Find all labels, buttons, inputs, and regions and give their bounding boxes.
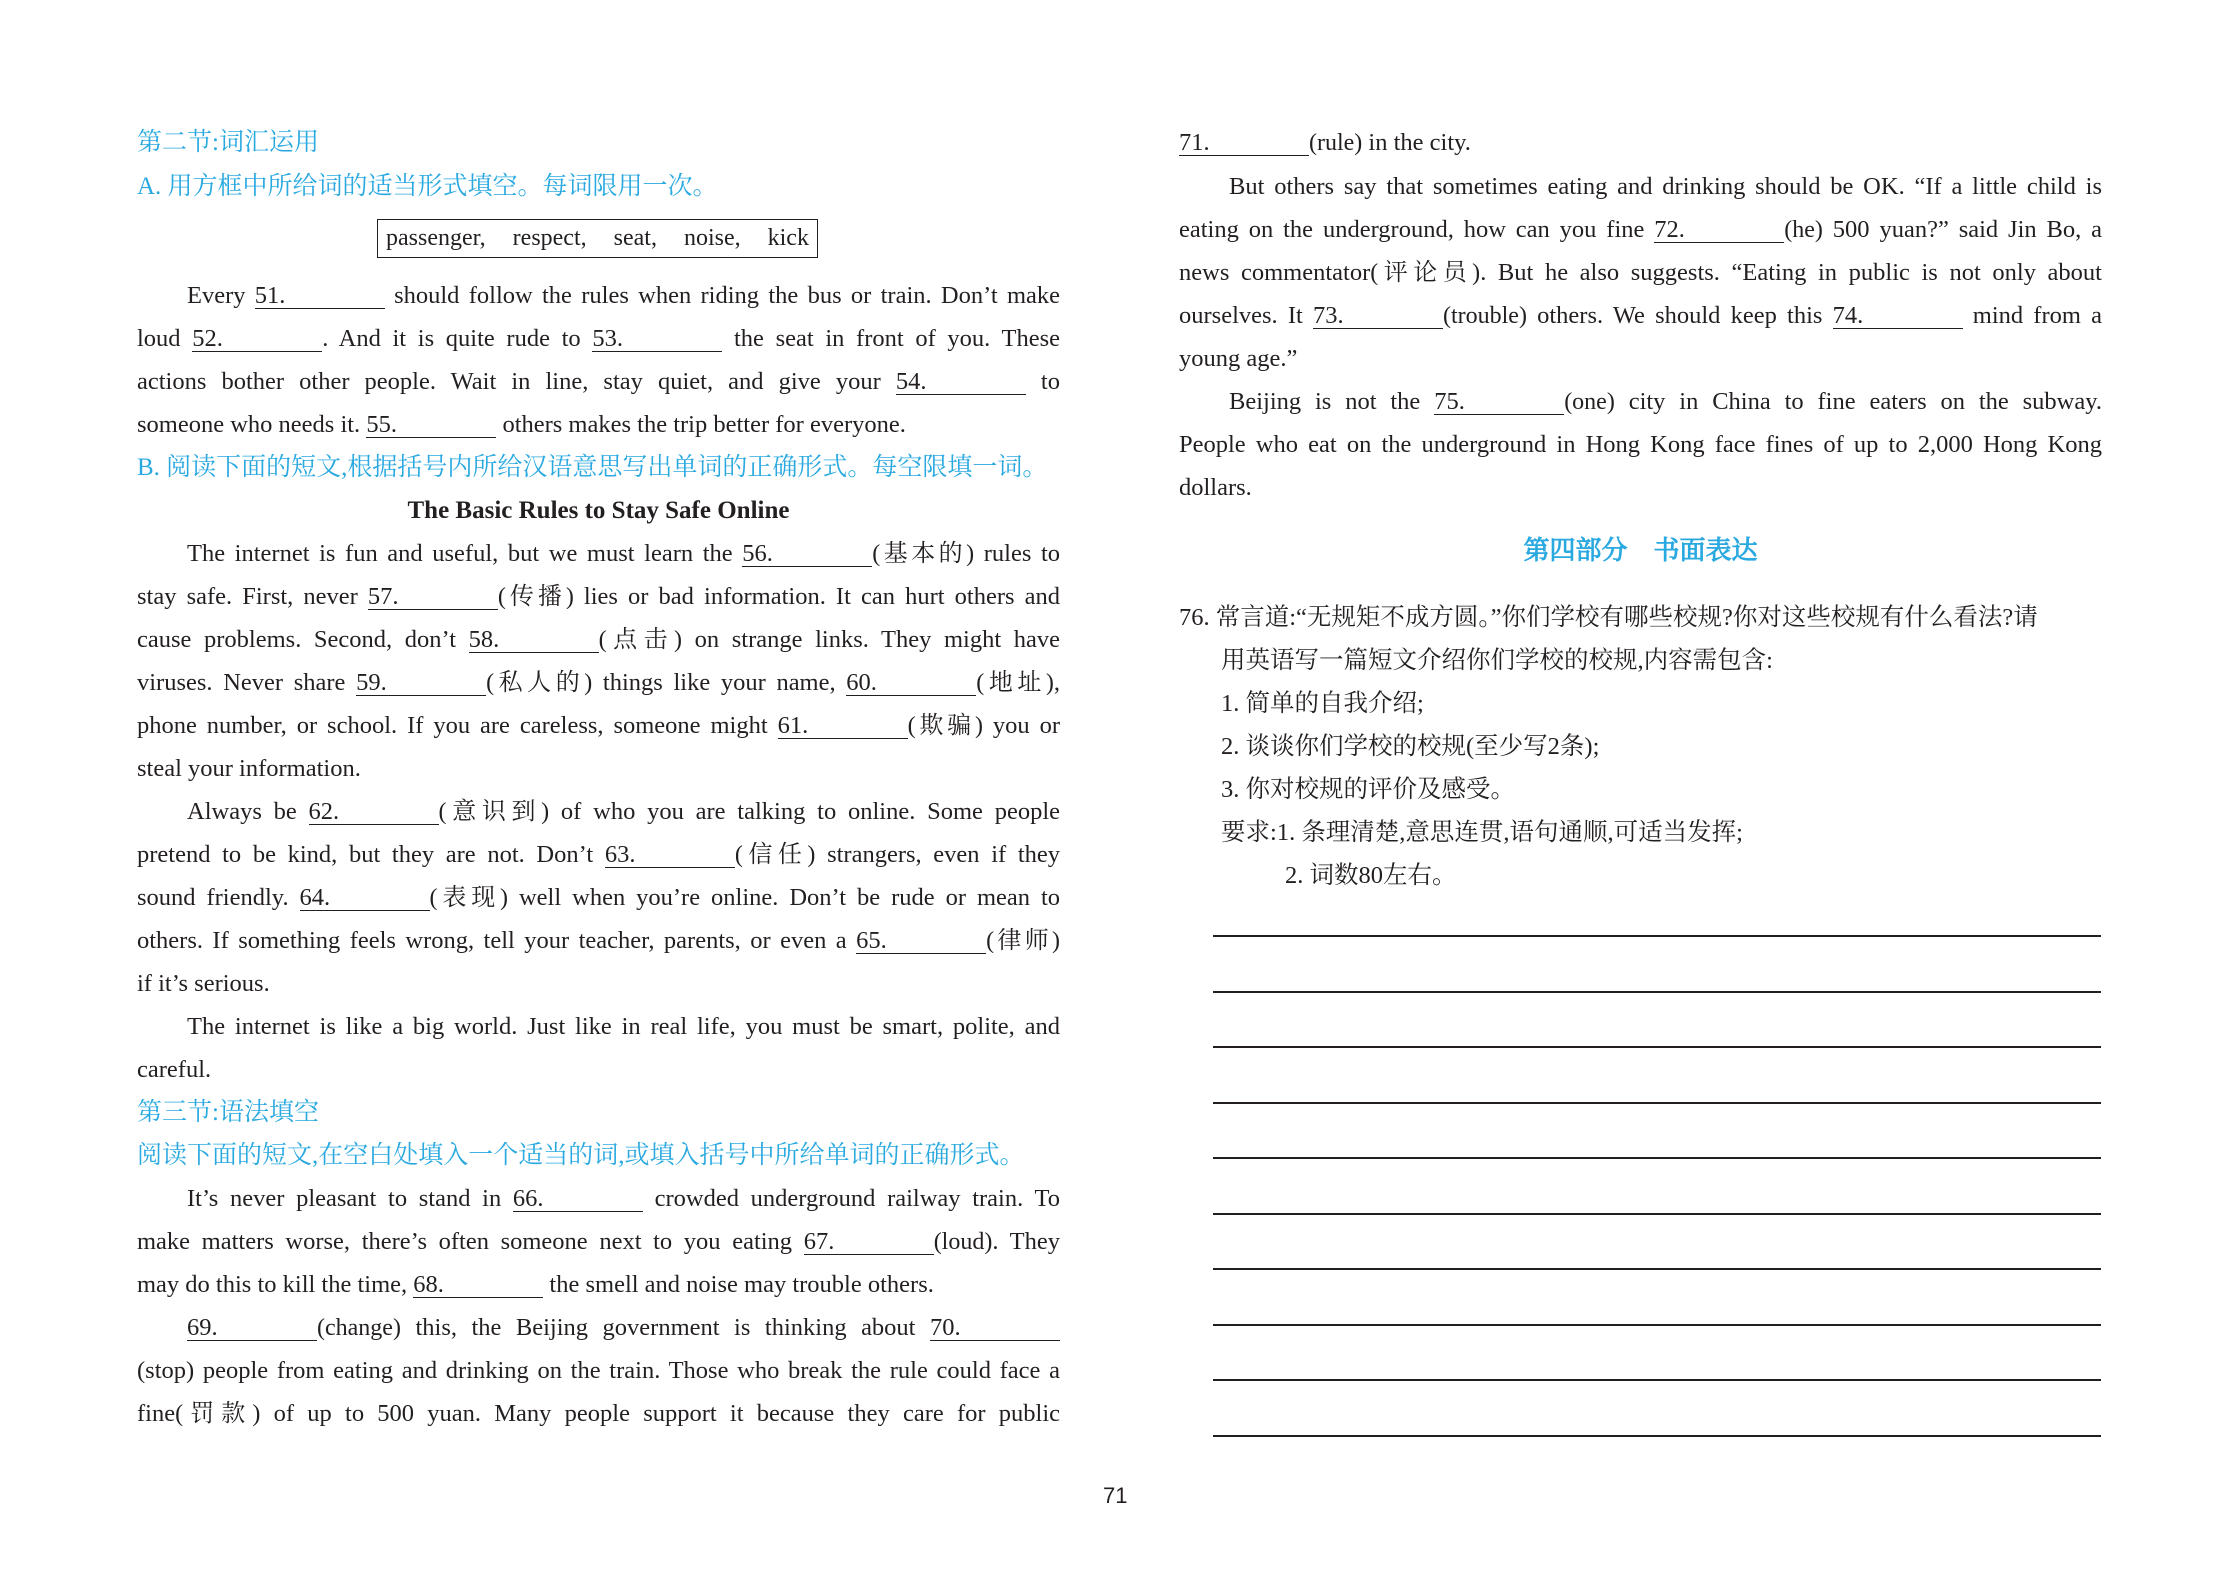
answer-line[interactable] xyxy=(1213,1102,2101,1104)
paragraph-line: But others say that sometimes eating and drinking should be OK. “If a little child is xyxy=(1229,173,2102,200)
content-item: 1. 简单的自我介绍; xyxy=(1221,690,1424,717)
answer-line[interactable] xyxy=(1213,1213,2101,1215)
blank-69[interactable]: 69. xyxy=(187,1316,317,1341)
paragraph-line: young age.” xyxy=(1179,345,1298,372)
paragraph-line: pretend to be kind, but they are not. Don’t 63. (信任) strangers, even if they xyxy=(137,841,1061,868)
content-item: 3. 你对校规的评价及感受。 xyxy=(1221,776,1515,803)
word-bank-box xyxy=(377,219,818,258)
blank-51[interactable]: 51. xyxy=(255,284,385,309)
blank-55[interactable]: 55. xyxy=(366,413,496,438)
page-number: 71 xyxy=(1103,1483,1128,1508)
word-bank-item: kick xyxy=(767,225,809,251)
paragraph-line: sound friendly. 64. (表现) well when you’re online. Don’t be rude or mean to xyxy=(137,884,1061,911)
blank-66[interactable]: 66. xyxy=(513,1187,643,1212)
blank-64[interactable]: 64. xyxy=(300,886,430,911)
requirement-2: 2. 词数80左右。 xyxy=(1285,862,1457,889)
blank-56[interactable]: 56. xyxy=(742,542,872,567)
blank-70[interactable]: 70. xyxy=(930,1316,1060,1341)
paragraph-line: cause problems. Second, don’t 58. (点击) on strange links. They might have xyxy=(137,626,1060,653)
part-a-instruction: A. 用方框中所给词的适当形式填空。每词限用一次。 xyxy=(137,173,718,200)
answer-line[interactable] xyxy=(1213,1157,2101,1159)
blank-72[interactable]: 72. xyxy=(1654,218,1784,243)
paragraph-line: stay safe. First, never 57. (传播) lies or bad information. It can hurt others and xyxy=(137,583,1061,610)
section3-instruction: 阅读下面的短文,在空白处填入一个适当的词,或填入括号中所给单词的正确形式。 xyxy=(137,1142,1025,1169)
paragraph-line: dollars. xyxy=(1179,474,1252,501)
paragraph-line: ourselves. It 73. (trouble) others. We should keep this 74. mind from a xyxy=(1179,302,2102,329)
paragraph-line: if it’s serious. xyxy=(137,970,270,997)
paragraph-line: The internet is fun and useful, but we must learn the 56. (基本的) rules to xyxy=(187,540,1061,567)
blank-71[interactable]: 71. xyxy=(1179,131,1309,156)
paragraph-line: 71. (rule) in the city. xyxy=(1179,129,1471,156)
blank-58[interactable]: 58. xyxy=(469,628,599,653)
blank-57[interactable]: 57. xyxy=(368,585,498,610)
question-76-line1: 76. 常言道:“无规矩不成方圆。”你们学校有哪些校规?你对这些校规有什么看法?请 xyxy=(1179,604,2038,631)
blank-75[interactable]: 75. xyxy=(1434,390,1564,415)
answer-line[interactable] xyxy=(1213,1435,2101,1437)
paragraph-line: viruses. Never share 59. (私人的) things like your name, 60. (地址), xyxy=(137,669,1061,696)
answer-line[interactable] xyxy=(1213,1046,2101,1048)
blank-63[interactable]: 63. xyxy=(605,843,735,868)
answer-line[interactable] xyxy=(1213,991,2101,993)
requirement-1: 要求:1. 条理清楚,意思连贯,语句通顺,可适当发挥; xyxy=(1221,819,1743,846)
blank-68[interactable]: 68. xyxy=(413,1273,543,1298)
answer-line[interactable] xyxy=(1213,1324,2101,1326)
paragraph-line: fine(罚款) of up to 500 yuan. Many people support it because they care for public xyxy=(137,1400,1061,1427)
paragraph-line: news commentator(评论员). But he also suggests. “Eating in public is not only about xyxy=(1179,259,2102,286)
paragraph-line: 69. (change) this, the Beijing government is thinking about 70. xyxy=(187,1313,1060,1343)
paragraph-line: phone number, or school. If you are careless, someone might 61. (欺骗) you or xyxy=(137,712,1060,739)
blank-65[interactable]: 65. xyxy=(856,929,986,954)
paragraph-line: loud 52. . And it is quite rude to 53. the seat in front of you. These xyxy=(137,325,1061,352)
paragraph-line: The internet is like a big world. Just like in real life, you must be smart, polite, and xyxy=(187,1013,1060,1040)
blank-54[interactable]: 54. xyxy=(896,370,1026,395)
paragraph-line: It’s never pleasant to stand in 66. crowded underground railway train. To xyxy=(187,1185,1060,1212)
question-76-line2: 用英语写一篇短文介绍你们学校的校规,内容需包含: xyxy=(1221,647,1773,674)
paragraph-line: careful. xyxy=(137,1056,212,1083)
paragraph-line: may do this to kill the time, 68. the smell and noise may trouble others. xyxy=(137,1271,934,1298)
answer-line[interactable] xyxy=(1213,1379,2101,1381)
blank-67[interactable]: 67. xyxy=(804,1230,934,1255)
paragraph-line: eating on the underground, how can you fine 72. (he) 500 yuan?” said Jin Bo, a xyxy=(1179,216,2102,243)
paragraph-line: Always be 62. (意识到) of who you are talking to online. Some people xyxy=(187,798,1061,825)
section-title-grammar: 第三节:语法填空 xyxy=(137,1099,319,1126)
blank-52[interactable]: 52. xyxy=(192,327,322,352)
paragraph-line: Every 51. should follow the rules when riding the bus or train. Don’t make xyxy=(187,282,1060,309)
blank-61[interactable]: 61. xyxy=(778,714,908,739)
word-bank-item: respect, xyxy=(512,225,587,251)
word-bank-item: noise, xyxy=(683,225,741,251)
part-b-instruction: B. 阅读下面的短文,根据括号内所给汉语意思写出单词的正确形式。每空限填一词。 xyxy=(137,454,1048,481)
answer-line[interactable] xyxy=(1213,1268,2101,1270)
word-bank-item: passenger, xyxy=(386,225,486,251)
part4-heading: 第四部分 书面表达 xyxy=(1523,536,1758,566)
blank-62[interactable]: 62. xyxy=(309,800,439,825)
paragraph-line: make matters worse, there’s often someone next to you eating 67. (loud). They xyxy=(137,1228,1060,1255)
answer-line[interactable] xyxy=(1213,935,2101,937)
paragraph-line: Beijing is not the 75. (one) city in China to fine eaters on the subway. xyxy=(1229,388,2103,415)
paragraph-line: actions bother other people. Wait in line, stay quiet, and give your 54. to xyxy=(137,368,1060,395)
paragraph-line: someone who needs it. 55. others makes the trip better for everyone. xyxy=(137,411,906,438)
blank-74[interactable]: 74. xyxy=(1833,304,1963,329)
blank-73[interactable]: 73. xyxy=(1313,304,1443,329)
blank-53[interactable]: 53. xyxy=(592,327,722,352)
word-bank-item: seat, xyxy=(613,225,657,251)
blank-60[interactable]: 60. xyxy=(846,671,976,696)
content-item: 2. 谈谈你们学校的校规(至少写2条); xyxy=(1221,733,1600,760)
paragraph-line: others. If something feels wrong, tell your teacher, parents, or even a 65. (律师) xyxy=(137,927,1060,954)
question-number: 76. xyxy=(1179,604,1210,631)
blank-59[interactable]: 59. xyxy=(356,671,486,696)
section-title-vocabulary: 第二节:词汇运用 xyxy=(137,129,319,156)
paragraph-line: People who eat on the underground in Hong Kong face fines of up to 2,000 Hong Kong xyxy=(1179,431,2102,458)
passage-title: The Basic Rules to Stay Safe Online xyxy=(407,497,790,524)
paragraph-line: steal your information. xyxy=(137,755,361,782)
paragraph-line: (stop) people from eating and drinking on the train. Those who break the rule could face a xyxy=(137,1357,1060,1384)
